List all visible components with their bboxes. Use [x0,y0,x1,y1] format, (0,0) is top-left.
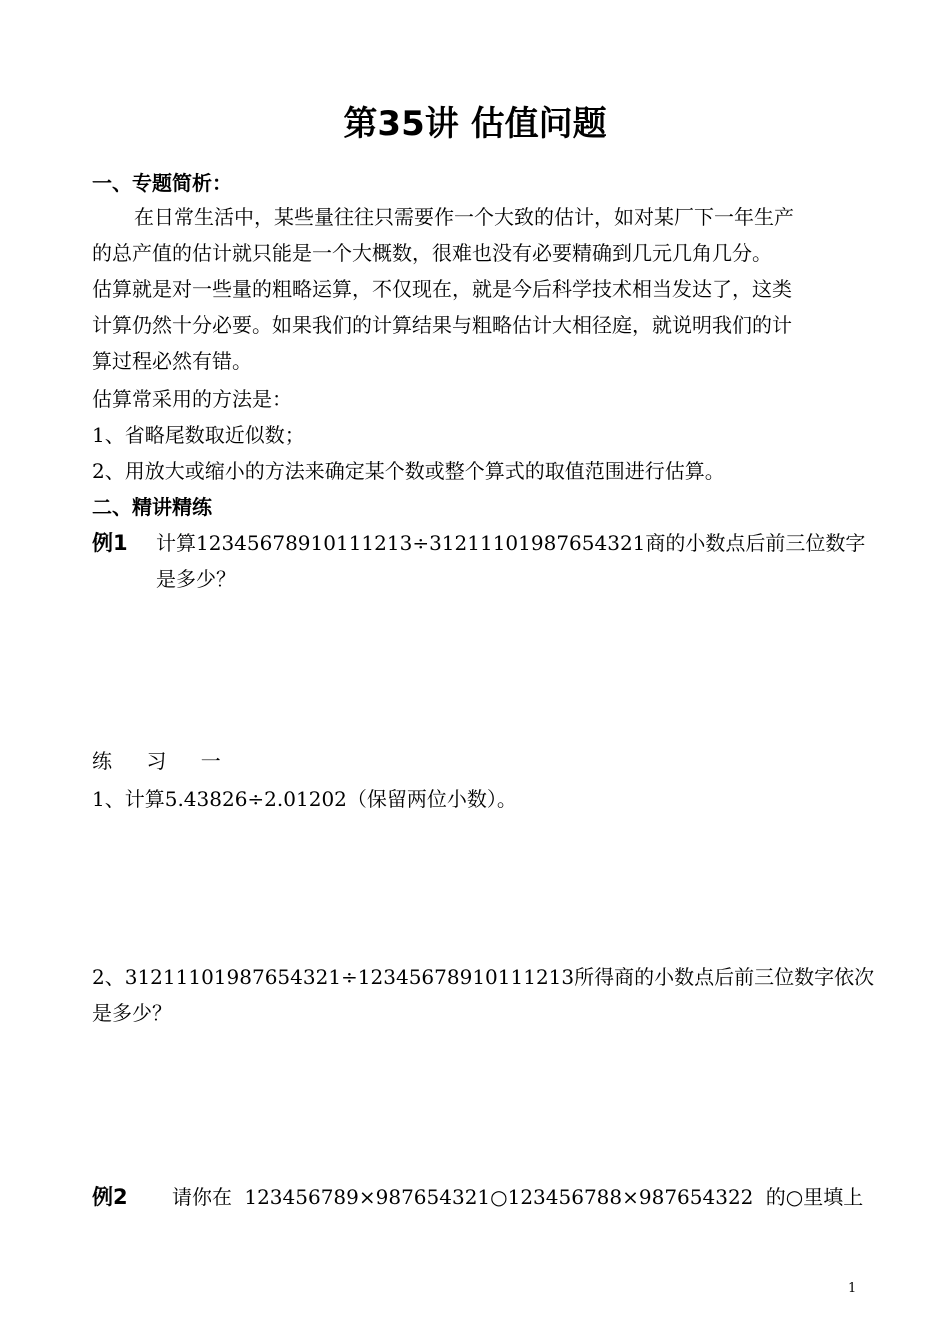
method-item-2: 2、用放大或缩小的方法来确定某个数或整个算式的取值范围进行估算。 [92,459,725,483]
practice-1-question-2-line-1: 2、31211101987654321÷12345678910111213所得商的小数点后前三位数字依次 [92,965,875,989]
methods-intro: 估算常采用的方法是： [92,387,292,411]
practice-1-question-1: 1、计算5.43826÷2.01202（保留两位小数）。 [92,787,517,811]
example-1-label: 例1 [92,531,128,555]
example-2-text: 请你在 123456789×987654321○123456788×987654322 的○里填上 [172,1185,864,1209]
overview-paragraph-line-3: 估算就是对一些量的粗略运算，不仅现在，就是今后科学技术相当发达了，这类 [92,277,792,301]
practice-1-question-2-line-2: 是多少？ [92,1001,172,1025]
section-heading-practice: 二、精讲精练 [92,495,212,519]
page-number: 1 [848,1281,857,1296]
practice-1-title: 练 习 一 [92,749,235,773]
example-2-label: 例2 [92,1185,128,1209]
overview-paragraph-line-4: 计算仍然十分必要。如果我们的计算结果与粗略估计大相径庭，就说明我们的计 [92,313,792,337]
overview-paragraph-line-2: 的总产值的估计就只能是一个大概数，很难也没有必要精确到几元几角几分。 [92,241,772,265]
example-1-line-1: 计算12345678910111213÷31211101987654321商的小数点后前三位数字 [156,531,866,555]
overview-paragraph-line-1: 在日常生活中，某些量往往只需要作一个大致的估计，如对某厂下一年生产 [134,205,794,229]
overview-paragraph-line-5: 算过程必然有错。 [92,349,252,373]
section-heading-overview: 一、专题简析： [92,171,232,195]
method-item-1: 1、省略尾数取近似数； [92,423,305,447]
page-title: 第35讲 估值问题 [343,104,607,144]
example-1-line-2: 是多少？ [156,567,236,591]
